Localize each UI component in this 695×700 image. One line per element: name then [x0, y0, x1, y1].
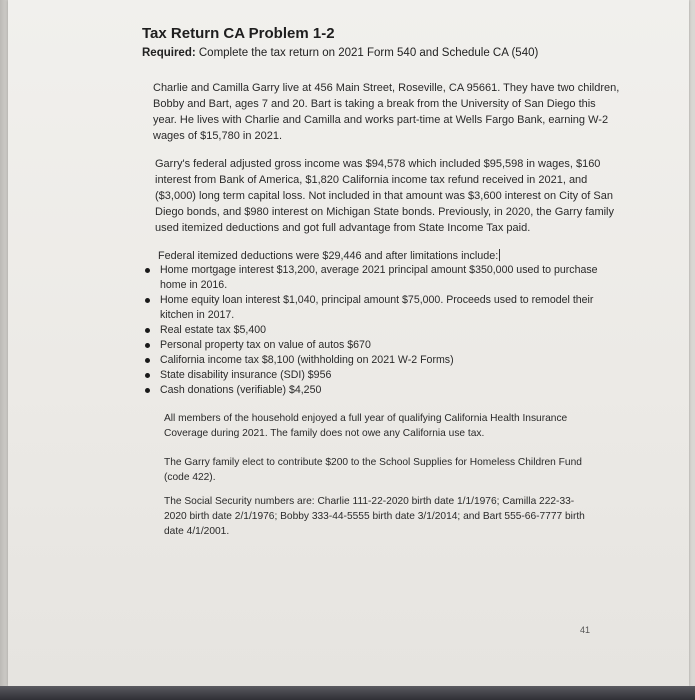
deductions-list: [118, 263, 598, 398]
text-line: interest from Bank of America, $1,820 California income tax refund received in 2021, and: [155, 174, 588, 186]
text-cursor: [499, 249, 500, 261]
bullet-icon: [145, 388, 150, 393]
text-line: ($3,000) long term capital loss. Not included in that amount was $3,600 interest on City of San: [155, 190, 613, 202]
text-line: year. He lives with Charlie and Camilla and works part-time at Wells Fargo Bank, earning W-2: [153, 114, 609, 126]
bullet-icon: [145, 298, 150, 303]
device-bezel: [0, 686, 695, 700]
paragraph-ssn: [164, 494, 585, 539]
page-title: Tax Return CA Problem 1-2: [142, 25, 335, 42]
required-statement: [142, 47, 538, 59]
required-text: Complete the tax return on 2021 Form 540 and Schedule CA (540): [195, 47, 539, 59]
list-item: [118, 338, 598, 353]
text-line: date 4/1/2001.: [164, 526, 230, 537]
text-line: 2020 birth date 2/1/1976; Bobby 333-44-5555 birth date 3/1/2014; and Bart 555-66-7777 birth: [164, 511, 585, 522]
itemized-intro-text: Federal itemized deductions were $29,446 and after limitations include:: [158, 250, 499, 262]
text-line: (code 422).: [164, 472, 216, 483]
bullet-icon: [145, 358, 150, 363]
text-line: kitchen in 2017.: [160, 309, 235, 321]
list-item: [118, 263, 598, 293]
text-line: home in 2016.: [160, 279, 228, 291]
background-surface: [0, 0, 8, 700]
text-line: Coverage during 2021. The family does not owe any California use tax.: [164, 428, 485, 439]
text-line: Home mortgage interest $13,200, average 2021 principal amount $350,000 used to purchase: [160, 264, 598, 276]
paragraph-contribution: [164, 455, 582, 485]
text-line: California income tax $8,100 (withholding on 2021 W-2 Forms): [160, 354, 454, 366]
text-line: Real estate tax $5,400: [160, 324, 267, 336]
required-label: Required:: [142, 47, 196, 59]
text-line: Diego bonds, and $980 interest on Michigan State bonds. Previously, in 2020, the Garry family: [155, 206, 615, 218]
text-line: Personal property tax on value of autos $670: [160, 339, 371, 351]
paragraph-health-insurance: [164, 411, 567, 441]
list-item: [118, 293, 598, 323]
text-line: The Garry family elect to contribute $200 to the School Supplies for Homeless Children Fund: [164, 457, 582, 468]
text-line: Garry's federal adjusted gross income was $94,578 which included $95,598 in wages, $160: [155, 158, 601, 170]
text-line: Home equity loan interest $1,040, principal amount $75,000. Proceeds used to remodel their: [160, 294, 594, 306]
itemized-intro: [158, 248, 500, 264]
bullet-icon: [145, 343, 150, 348]
list-item: [118, 323, 598, 338]
text-line: used itemized deductions and got full advantage from State Income Tax paid.: [155, 222, 531, 234]
text-line: The Social Security numbers are: Charlie 111-22-2020 birth date 1/1/1976; Camilla 222-33-: [164, 496, 575, 507]
text-line: Cash donations (verifiable) $4,250: [160, 384, 322, 396]
text-line: All members of the household enjoyed a full year of qualifying California Health Insurance: [164, 413, 568, 424]
list-item: [118, 383, 598, 398]
list-item: [118, 368, 598, 383]
text-line: Bobby and Bart, ages 7 and 20. Bart is taking a break from the University of San Diego this: [153, 98, 596, 110]
page-number: 41: [580, 625, 591, 635]
bullet-icon: [145, 373, 150, 378]
bullet-icon: [145, 268, 150, 273]
text-line: State disability insurance (SDI) $956: [160, 369, 332, 381]
bullet-icon: [145, 328, 150, 333]
paragraph-income: [155, 156, 614, 236]
list-item: [118, 353, 598, 368]
text-line: Charlie and Camilla Garry live at 456 Main Street, Roseville, CA 95661. They have two children,: [153, 82, 620, 94]
paragraph-family-info: [153, 80, 619, 144]
text-line: wages of $15,780 in 2021.: [153, 130, 283, 142]
